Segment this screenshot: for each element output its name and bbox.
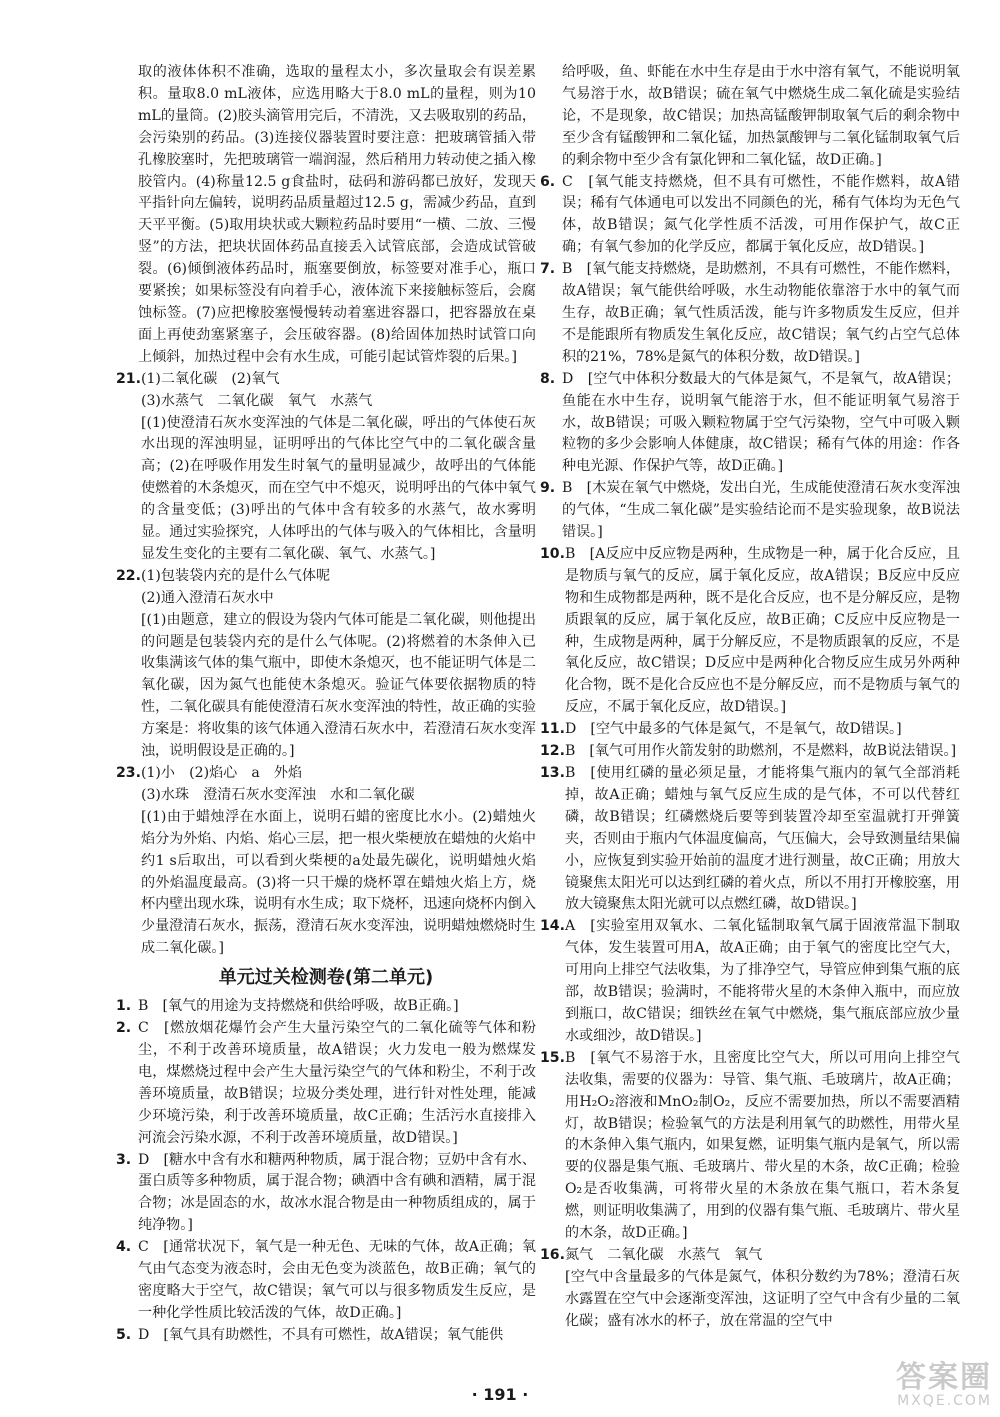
page-number: · 191 ·	[471, 1385, 529, 1404]
answer-item	[540, 478, 960, 544]
answer-item	[116, 1237, 536, 1325]
question-number: 11.	[540, 721, 565, 738]
answer-22	[116, 566, 536, 763]
answer-choice: B	[138, 998, 149, 1015]
answer-item	[540, 172, 960, 260]
answer-explanation: [使用红磷的量必须足量，才能将集气瓶内的氧气全部消耗掉，故A正确；蜡烛与氧气反应生成的是气体，不可以代替红磷，故B错误；红磷燃烧后要等到装置冷却至室温就打开弹簧夹，否则由于瓶内气体温度偏高，气压偏大，会导致测量结果偏小，应恢复到实验开始前的温度才进行测量，故C正确；用放大镜聚焦太阳光可以达到红磷的着火点，所以不用打开橡胶塞，用放大镜聚焦太阳光就可以点燃红磷，故D错误。]	[564, 765, 961, 913]
answer-choice: B	[562, 480, 573, 497]
answer-explanation: [(1)由题意，建立的假设为袋内气体可能是二氧化碳，则他提出的问题是包装袋内充的是什么气体呢。(2)将燃着的木条伸入已收集满该气体的集气瓶中，即使木条熄灭，也不能证明气体是二氧化碳，因为氮气也能使木条熄灭。验证气体要依据物质的特性，二氧化碳具有能使澄清石灰水变浑浊的特性，故正确的实验方案是：将收集的该气体通入澄清石灰水中，若澄清石灰水变浑浊，说明假设是正确的。]	[140, 611, 536, 760]
answer-line: (3)水珠 澄清石灰水变浑浊 水和二氧化碳	[140, 786, 415, 803]
question-number: 5.	[116, 1326, 132, 1343]
question-number: 9.	[540, 480, 556, 497]
answer-item	[540, 719, 960, 741]
question-number: 8.	[540, 370, 556, 387]
answer-explanation: [实验室用双氧水、二氧化锰制取氧气属于固液常温下制取气体，发生装置可用A，故A正确；由于氧气的密度比空气大，可用向上排空气法收集，为了排净空气，导管应伸到集气瓶的底部，故B错误；验满时，不能将带火星的木条伸入瓶中，而应放到瓶口，故C错误；细铁丝在氧气中燃烧，集气瓶底部应放少量水或细沙，故D错误。]	[564, 918, 961, 1044]
answer-item	[116, 1325, 536, 1347]
question-number: 2.	[116, 1020, 132, 1037]
answer-explanation: [燃放烟花爆竹会产生大量污染空气的二氧化硫等气体和粉尘，不利于改善环境质量，故A错误；火力发电一般为燃煤发电，煤燃烧过程中会产生大量污染空气的气体和粉尘，不利于改善环境质量，故B错误；垃圾分类处理，进行针对性处理，能减少环境污染，利于改善环境质量，故C正确；生活污水直接排入河流会污染水源，不利于改善环境质量，故D错误。]	[138, 1020, 537, 1146]
answer-explanation: [空气中含量最多的气体是氮气，体积分数约为78%；澄清石灰水露置在空气中会逐渐变浑浊，这证明了空气中含有少量的二氧化碳；盛有冰水的杯子，放在常温的空气中	[564, 1268, 960, 1329]
watermark-logo	[842, 1360, 992, 1411]
answer-line: (1)小 (2)焰心 a 外焰	[140, 765, 303, 781]
answer-explanation: [糖水中含有水和糖两种物质，属于混合物；豆奶中含有水、蛋白质等多种物质，属于混合物；碘酒中含有碘和酒精，属于混合物；冰是固态的水，故冰水混合物是由一种物质组成的，属于纯净物。]	[138, 1151, 536, 1234]
answer-item	[116, 1018, 536, 1149]
answer-explanation: [木炭在氧气中燃烧，发出白光，生成能使澄清石灰水变浑浊的气体，“生成二氧化碳”是实验结论而不是实验现象，故B说法错误。]	[562, 480, 961, 541]
answer-choice: D	[138, 1326, 150, 1343]
answer-explanation: [氧气不易溶于水，且密度比空气大，所以可用向上排空气法收集，需要的仪器为：导管、集气瓶、毛玻璃片，故A正确；用H₂O₂溶液和MnO₂制O₂，反应不需要加热，所以不需要酒精灯，故B错误；检验氧气的方法是利用氧气的助燃性，用带火星的木条伸入集气瓶内，如果复燃，证明集气瓶内是氧气，所以需要的仪器是集气瓶、毛玻璃片、带火星的木条，故C正确；检验O₂是否收集满，可将带火星的木条放在集气瓶口，若木条复燃，则证明收集满了，用到的仪器有集气瓶、毛玻璃片、带火星的木条，故D正确。]	[564, 1049, 961, 1242]
answer-item	[540, 259, 960, 369]
question-number: 15.	[540, 1049, 565, 1066]
left-column	[116, 62, 536, 1347]
right-column	[540, 62, 960, 1333]
answer-line: (2)通入澄清石灰水中	[140, 589, 274, 606]
answer-choice: D	[564, 721, 577, 738]
answer-line: 氮气 二氧化碳 水蒸气 氧气	[564, 1246, 763, 1263]
question-number: 7.	[540, 261, 556, 278]
answer-choice: D	[562, 370, 574, 387]
answer-explanation: [(1)使澄清石灰水变浑浊的气体是二氧化碳，呼出的气体使石灰水出现的浑浊明显，证明呼出的气体比空气中的二氧化碳含量高；(2)在呼吸作用发生时氧气的量明显减少，故呼出的气体能使燃着的木条熄灭，而在空气中不熄灭，说明呼出的气体中氧气的含量变低；(3)呼出的气体中含有较多的水蒸气，故水雾明显。通过实验探究，人体呼出的气体与吸入的气体相比，含量明显发生变化的主要有二氧化碳、氧气、水蒸气。]	[140, 414, 536, 562]
answer-item	[540, 544, 960, 719]
question-number: 1.	[116, 998, 132, 1015]
answer-explanation: [A反应中反应物是两种，生成物是一种，属于化合反应，且是物质与氧气的反应，属于氧化反应，故A错误；B反应中反应物和生成物都是两种，既不是化合反应，也不是分解反应，是物质跟氧的反应，属于氧化反应，故B正确；C反应中反应物是一种，生成物是两种，属于分解反应，不是物质跟氧的反应，不是氧化反应，故C错误；D反应中是两种化合物反应生成另外两种化合物，既不是化合反应也不是分解反应，而不是物质与氧气的反应，不属于氧化反应，故D错误。]	[564, 545, 961, 716]
watermark-url: MXQE.COM	[897, 1393, 992, 1409]
answer-choice: B	[564, 1049, 576, 1066]
question-number: 14.	[540, 918, 565, 935]
answer-explanation: [氧气具有助燃性，不具有可燃性，故A错误；氧气能供	[163, 1326, 504, 1343]
question-number: 4.	[116, 1239, 132, 1256]
answer-explanation: [通常状况下，氧气是一种无色、无味的气体，故A正确；氧气由气态变为液态时，会由无色变为淡蓝色，故B正确；氧气的密度略大于空气，故C错误；氧气可以与很多物质发生反应，是一种化学性质比较活泼的气体，故D正确。]	[138, 1239, 536, 1321]
question-number: 16.	[540, 1246, 565, 1263]
answer-explanation: [空气中最多的气体是氮气，不是氧气，故D错误。]	[590, 721, 902, 738]
answer-item	[540, 763, 960, 916]
question-number: 13.	[540, 765, 565, 781]
answer-choice: D	[138, 1151, 150, 1168]
question-number: 3.	[116, 1151, 132, 1168]
question-number: 12.	[540, 743, 565, 760]
answer-choice: C	[138, 1239, 149, 1256]
answer-choice: B	[562, 261, 573, 278]
question-number: 21.	[116, 370, 141, 387]
answer-item	[116, 996, 536, 1018]
answer-explanation: [氧气的用途为支持燃烧和供给呼吸，故B正确。]	[162, 998, 459, 1015]
answer-23	[116, 763, 536, 960]
answer-item	[116, 1150, 536, 1238]
answer-choice: C	[562, 173, 573, 190]
question-number: 6.	[540, 173, 556, 190]
answer-explanation: [氧气能支持燃烧，但不具有可燃性，不能作燃料，故A错误；稀有气体通电可以发出不同颜色的光，稀有气体均为无色气体，故B错误；氮气化学性质不活泼，可用作保护气，故C正确；有氧气参加的化学反应，都属于氧化反应，故D错误。]	[562, 173, 960, 256]
answer-item	[540, 741, 960, 763]
question-number: 10.	[540, 545, 565, 562]
answer-line: (3)水蒸气 二氧化碳 氧气 水蒸气	[140, 392, 373, 409]
answer-choice: C	[138, 1020, 149, 1037]
answer-16	[540, 1245, 960, 1333]
answer-choice: B	[564, 765, 576, 781]
answer-explanation: [氧气能支持燃烧，是助燃剂，不具有可燃性，不能作燃料，故A错误；氧气能供给呼吸，水生动物能依靠溶于水中的氧气而生存，故B正确；氧气性质活泼，能与许多物质发生反应，但并不是能跟所有物质发生氧化反应，故C错误；氧气约占空气总体积的21%，78%是氮气的体积分数，故D错误。]	[562, 261, 961, 365]
answer-line: (1)包装袋内充的是什么气体呢	[140, 567, 331, 584]
watermark-text: 答案圈	[896, 1360, 992, 1395]
answer-item	[540, 916, 960, 1047]
continued-explanation: 给呼吸，鱼、虾能在水中生存是由于水中溶有氧气，不能说明氧气易溶于水，故B错误；硫在氧气中燃烧生成二氧化硫是实验结论，不是现象，故C错误；加热高锰酸钾制取氧气后的剩余物中至少含有锰酸钾和二氧化锰，加热氯酸钾与二氧化锰制取氧气后的剩余物中至少含有氯化钾和二氧化锰，故D正确。]	[562, 64, 960, 168]
answer-explanation: [空气中体积分数最大的气体是氮气，不是氧气，故A错误；鱼能在水中生存，说明氧气能溶于水，但不能证明氧气易溶于水，故B错误；可吸入颗粒物属于空气污染物，空气中可吸入颗粒物的多少会影响人体健康，故C错误；稀有气体的用途：作各种电光源、作保护气等，故D正确。]	[562, 370, 960, 475]
continued-explanation: 取的液体体积不准确，选取的量程太小，多次量取会有误差累积。量取8.0 mL液体，应选用略大于8.0 mL的量程，则为10 mL的量筒。(2)胶头滴管用完后，不清洗，又去吸取别的药品，会污染别的药品。(3)连接仪器装置时要注意：把玻璃管插入带孔橡胶塞时，先把玻璃管一端润湿，然后稍用力转动使之插入橡胶管内。(4)称量12.5 g食盐时，砝码和游码都已放好，发现天平指针向左偏转，说明药品质量超过12.5 g，需减少药品，直到天平平衡。(5)取用块状或大颗粒药品时要用“一横、二放、三慢竖”的方法，把块状固体药品直接丢入试管底部，会造成试管破裂。(6)倾倒液体药品时，瓶塞要倒放，标签要对准手心，瓶口要紧挨；如果标签没有向着手心，液体流下来接触标签后，会腐蚀标签。(7)应把橡胶塞慢慢转动着塞进容器口，把容器放在桌面上再使劲塞紧塞子，会压破容器。(8)给固体加热时试管口向上倾斜，加热过程中会有水生成，可能引起试管炸裂的后果。]	[138, 64, 536, 365]
answer-line: (1)二氧化碳 (2)氧气	[140, 370, 280, 387]
answer-item	[540, 369, 960, 479]
section-title: 单元过关检测卷(第二单元)	[218, 967, 434, 989]
answer-choice: B	[564, 743, 576, 760]
answer-21	[116, 369, 536, 566]
answer-explanation: [氧气可用作火箭发射的助燃剂，不是燃料，故B说法错误。]	[589, 743, 957, 760]
answer-explanation: [(1)由于蜡烛浮在水面上，说明石蜡的密度比水小。(2)蜡烛火焰分为外焰、内焰、焰心三层，把一根火柴梗放在蜡烛的火焰中约1 s后取出，可以看到火柴梗的a处最先碳化，说明蜡烛火焰的外焰温度最高。(3)将一只干燥的烧杯罩在蜡烛火焰上方，烧杯内壁出现水珠，说明有水生成；取下烧杯，迅速向烧杯内倒入少量澄清石灰水，振荡，澄清石灰水变浑浊，说明蜡烛燃烧时生成二氧化碳。]	[140, 808, 536, 957]
answer-choice: A	[564, 918, 576, 935]
answer-item	[540, 1048, 960, 1245]
answer-choice: B	[564, 545, 576, 562]
question-number: 23.	[116, 765, 141, 781]
question-number: 22.	[116, 567, 141, 584]
